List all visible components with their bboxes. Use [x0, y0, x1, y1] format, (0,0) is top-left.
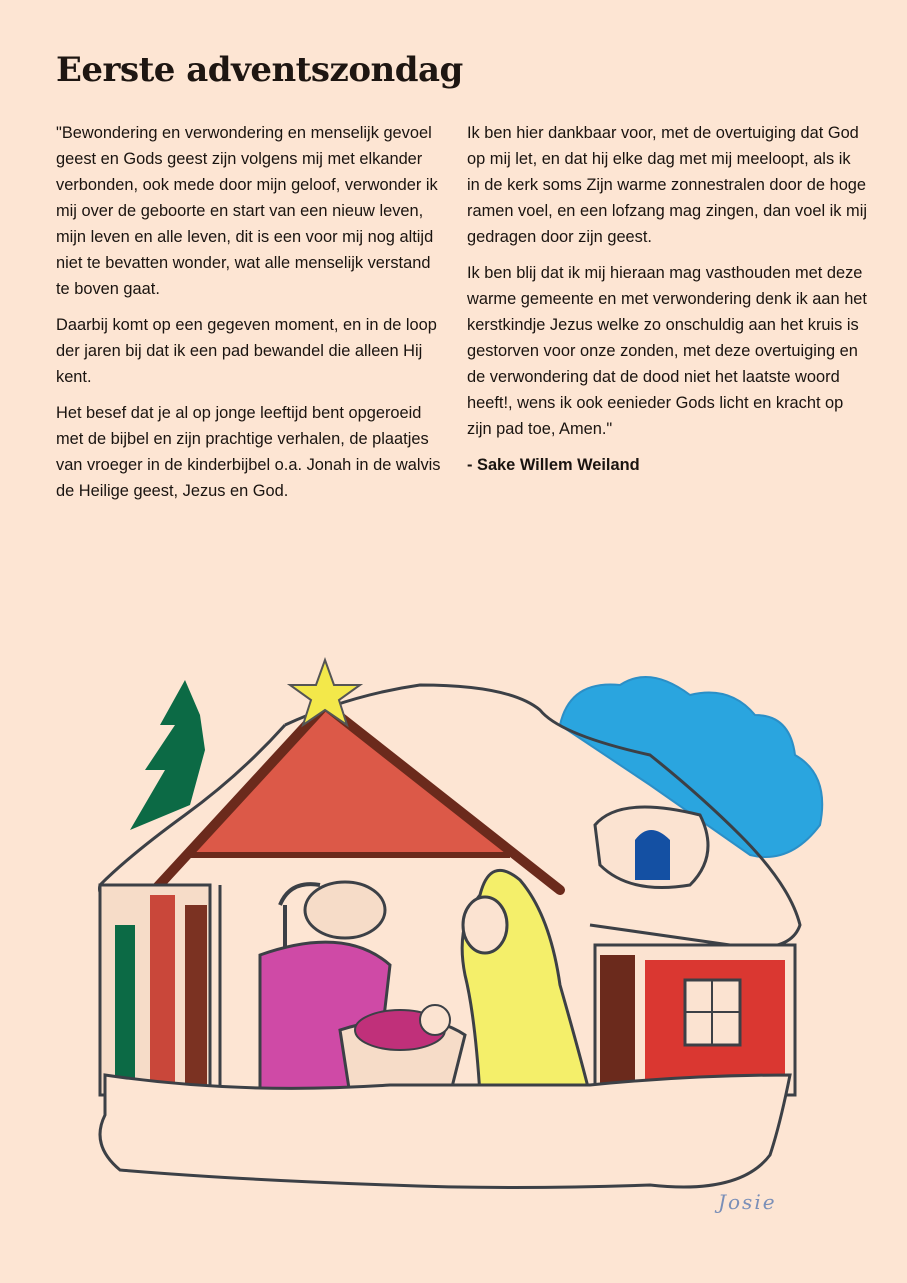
paragraph: Ik ben blij dat ik mij hieraan mag vasthouden met deze warme gemeente en met verwondering denk ik aan het kerstkindje Jezus welke zo onschuldig aan het kruis is gestorven voor onze zonden, met deze overtuiging en de verwondering dat de dood niet het laatste woord heeft!, wens ik ook eenieder Gods licht en kracht op zijn pad toe, Amen."	[467, 264, 867, 438]
paragraph: Daarbij komt op een gegeven moment, en in de loop der jaren bij dat ik een pad bewandel die alleen Hij kent.	[56, 316, 437, 386]
author-signature: - Sake Willem Weiland	[467, 456, 640, 474]
roof-window	[595, 807, 708, 888]
house	[595, 945, 795, 1095]
paragraph: Ik ben hier dankbaar voor, met de overtuiging dat God op mij let, en dat hij elke dag met mij meeloopt, als ik in de kerk soms Zijn warme zonnestralen door de hoge ramen voel, en een lofzang mag zingen, dan voel ik mij gedragen door zijn geest.	[467, 124, 867, 246]
stable-walls	[100, 885, 220, 1095]
paragraph: Het besef dat je al op jonge leeftijd bent opgeroeid met de bijbel en zijn prachtige verhalen, de plaatjes van vroeger in de kinderbijbel o.a. Jonah in de walvis de Heilige geest, Jezus en God.	[56, 404, 441, 500]
page-title: Eerste adventszondag	[56, 50, 463, 90]
mary-figure	[462, 870, 590, 1095]
gable	[150, 705, 560, 895]
right-column	[467, 120, 867, 488]
artist-signature: Josie	[718, 1190, 777, 1214]
paragraph: "Bewondering en verwondering en menselijk gevoel geest en Gods geest zijn volgens mij met elkander verbonden, ook mede door mijn geloof, verwonder ik mij over de geboorte en start van een nieuw leven, mijn leven en alle leven, dit is een voor mij nog altijd niet te bevatten wonder, wat alle menselijk verstand te boven gaat.	[56, 124, 438, 298]
nativity-drawing	[90, 655, 830, 1215]
left-column	[56, 120, 448, 514]
